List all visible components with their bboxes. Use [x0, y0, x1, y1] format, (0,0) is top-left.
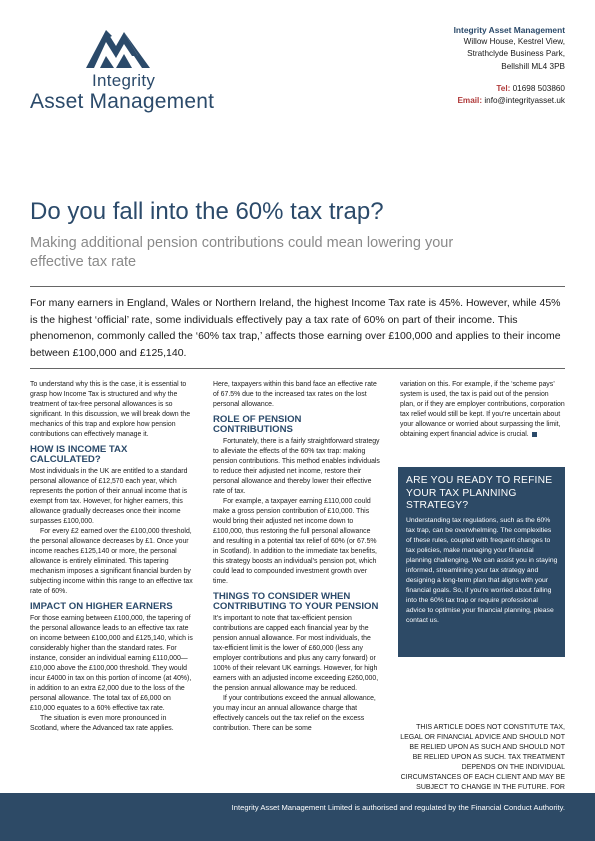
paragraph: It’s important to note that tax-efficient pension contributions are capped each financial year by the pension annual allowance. For most individuals, the tax-efficient limit is the lower of £60,000 (less any employer contributions and plus any carry forward) or 100% of their relevant UK earnings. However, for high earners with an adjusted income exceeding £260,000, the pension annual allowance may be reduced. [213, 615, 379, 692]
article-column-3 [400, 380, 565, 440]
paragraph: For those earning between £100,000, the tapering of the personal allowance leads to an effective tax rate on income between £100,000 and £125,140, which is considerably higher than the standard rates. For instance, consider an individual earning £110,000—£10,000 above the £100,000 threshold. They would incur £4000 in tax on this portion of income (at 40%), in addition to an extra £2,000 due to the loss of the personal allowance. The total tax of £6,000 on £10,000 equates to a 60% effective tax rate. [30, 615, 193, 712]
address-line: Bellshill ML4 3PB [501, 61, 565, 71]
tel-value[interactable]: 01698 503860 [512, 83, 565, 93]
article-intro: For many earners in England, Wales or Northern Ireland, the highest Income Tax rate is 45%. However, while 45% is the highest ‘official’ rate, some individuals effectively pay a tax rate of 60% on part of their income. This phenomenon, commonly called the ‘60% tax trap,’ affects those earning over £100,000 and applies to their income between £100,000 and £125,140. [30, 297, 561, 359]
callout-heading: ARE YOU READY TO REFINE YOUR TAX PLANNING STRATEGY? [406, 475, 553, 512]
paragraph: Here, taxpayers within this band face an effective rate of 67.5% due to the increased tax rates on the lost personal allowance. [213, 381, 377, 408]
footer-bar [0, 793, 595, 841]
article-column-1 [30, 380, 193, 734]
footer-regulatory-text: Integrity Asset Management Limited is authorised and regulated by the Financial Conduct Authority. [231, 803, 565, 812]
divider-bottom [30, 368, 565, 369]
paragraph: For example, a taxpayer earning £110,000 could make a gross pension contribution of £10,000. This would bring their adjusted net income down to £100,000, thus restoring the full personal allowance and resulting in a potential tax relief of 60% (or 67.5% in Scotland). In addition to the immediate tax benefits, this strategy boosts an individual’s pension pot, which could lead to compounded investment growth over time. [213, 498, 377, 585]
article-column-2 [213, 380, 383, 734]
article-subtitle: Making additional pension contributions could mean lowering your effective tax rate [30, 235, 454, 270]
section-heading: IMPACT ON HIGHER EARNERS [30, 601, 173, 612]
mountain-logo-icon [86, 22, 150, 70]
divider-top [30, 286, 565, 287]
paragraph: The situation is even more pronounced in Scotland, where the Advanced tax rate applies. [30, 715, 174, 732]
address-line: Willow House, Kestrel View, [463, 37, 565, 47]
section-heading: ROLE OF PENSION CONTRIBUTIONS [213, 414, 302, 435]
tel-label: Tel: [496, 83, 511, 93]
contact-tel [345, 83, 565, 95]
end-of-article-icon [532, 432, 537, 437]
cta-callout-box [398, 467, 565, 657]
logo-text-line2: Asset Management [30, 90, 215, 113]
email-link[interactable]: info@integrityasset.uk [484, 96, 565, 106]
legal-disclaimer: THIS ARTICLE DOES NOT CONSTITUTE TAX, LEGAL OR FINANCIAL ADVICE AND SHOULD NOT BE RELIED UPON AS SUCH AND SHOULD NOT BE RELIED UPON AS SUCH. TAX TREATMENT DEPENDS ON THE INDIVIDUAL CIRCUMSTANCES OF EACH CLIENT AND MAY BE SUBJECT TO CHANGE IN THE FUTURE. FOR [400, 724, 565, 791]
company-logo [30, 22, 230, 112]
contact-company: Integrity Asset Management [453, 25, 565, 35]
paragraph: If your contributions exceed the annual allowance, you may incur an annual allowance charge that effectively cancels out the tax relief on the excess contribution. There can be some [213, 695, 376, 732]
section-heading: THINGS TO CONSIDER WHEN CONTRIBUTING TO YOUR PENSION [213, 591, 379, 612]
paragraph [400, 380, 565, 440]
contact-email [345, 95, 565, 107]
section-heading: HOW IS INCOME TAX CALCULATED? [30, 444, 128, 465]
paragraph: For every £2 earned over the £100,000 threshold, the personal allowance decreases by £1. Once your income reaches £125,140 or more, the personal allowance is entirely eliminated. This tapering mechanism imposes a significant financial burden by subjecting income within this range to an effective tax rate of 60%. [30, 528, 193, 595]
paragraph: To understand why this is the case, it is essential to grasp how Income Tax is structured and why the treatment of tax-free personal allowances is so significant. In this discussion, we will break down the mechanics of this trap and explore how pension contributions can effectively manage it. [30, 381, 191, 438]
contact-block [345, 24, 565, 107]
address-line: Strathclyde Business Park, [467, 49, 565, 59]
paragraph: Fortunately, there is a fairly straightforward strategy to alleviate the effects of the 60% tax trap: making pension contributions. This method enables individuals to reduce their adjusted net income, restore their personal allowance and thereby lower their effective rate of tax. [213, 438, 380, 495]
callout-body: Understanding tax regulations, such as the 60% tax trap, can be overwhelming. The complexities of these rules, coupled with frequent changes to tax policies, make managing your financial planning challenging. We can assist you in staying informed, streamlining your tax strategy and designing a long-term plan that aligns with your financial goals. So, if you’re worried about falling into the 60% tax trap or require professional advice to optimise your financial planning, please contact us. [406, 516, 558, 624]
paragraph: Most individuals in the UK are entitled to a standard personal allowance of £12,570 each year, which represents the portion of their annual income that is exempt from tax. However, for higher earners, this allowance gradually decreases once their income surpasses £100,000. [30, 468, 188, 525]
paragraph-text: variation on this. For example, if the ‘scheme pays’ system is used, the tax is paid out of the pension plan, or if they are employer contributions, corporation tax relief would still be kept. If you’re uncertain about your allowance or worried about surpassing the limit, obtaining expert financial advice is crucial. [400, 381, 565, 438]
email-label: Email: [457, 96, 483, 106]
article-title: Do you fall into the 60% tax trap? [30, 198, 384, 225]
logo-text-line1: Integrity [92, 71, 156, 90]
